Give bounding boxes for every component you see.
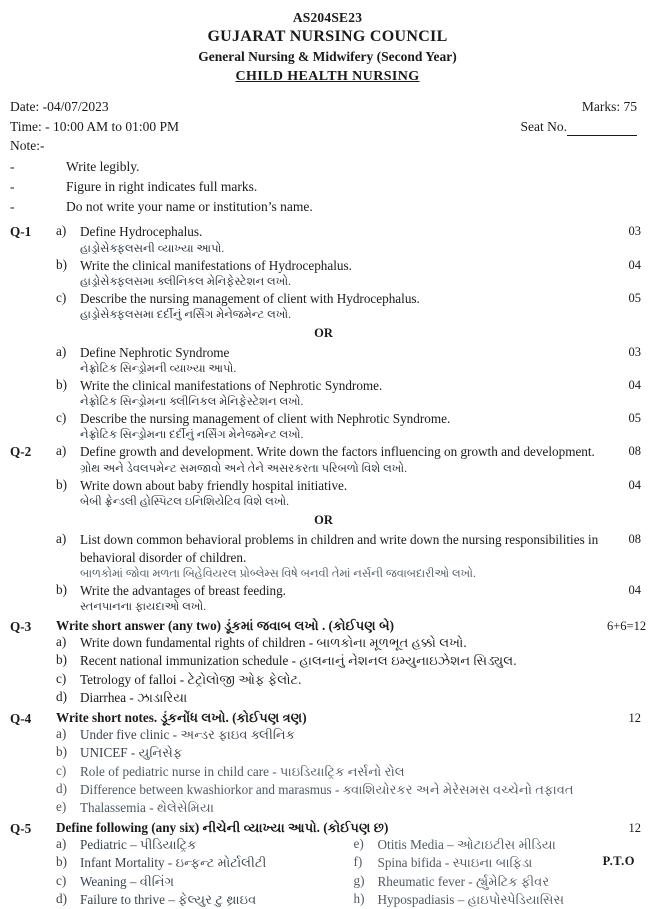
question-label: Q-3 [10,619,32,635]
part-text-en: Write the clinical manifestations of Nephrotic Syndrome. [80,378,383,394]
question-part [56,443,641,476]
questions-section [0,223,655,909]
part-text-en: Role of pediatric nurse in child care - પાઇડિયાટ્રિક નર્સનો રોલ [80,763,405,779]
part-marks: 03 [628,224,641,239]
question-part [354,873,642,891]
part-marks: 08 [628,531,641,546]
part-letter: d) [56,780,67,796]
question-q3 [10,618,647,707]
question-part [56,634,641,652]
part-letter: d) [56,688,67,704]
exam-meta [0,97,655,156]
question-heading-text: Write short answer (any two) ડૂંકમાં જવાબ લખો . (કોઈપણ બે) [56,618,395,634]
part-letter: a) [56,726,67,742]
question-part [56,257,641,290]
question-marks: 12 [628,711,641,726]
instruction-bullet: - [10,199,15,215]
part-marks: 04 [628,378,641,393]
question-part [354,891,642,909]
part-marks: 04 [628,257,641,272]
seat-no-blank [567,123,637,136]
part-text-en: Spina bifida - સ્પાઇના બાફિડા [377,855,533,871]
part-text-gu: બેબી ફ્રેન્ડલી હોસ્પિટલ ઇનિશિયેટિવ વિશે લખો. [80,495,290,508]
part-text-en: Weaning – વીનિંગ [80,873,175,889]
note-label: Note:- [10,138,45,154]
question-part [56,377,641,410]
part-text-gu: હાડ્રોસેક્ફલસમા દર્દીનું નર્સિંગ મેનેજમેન્ટ લખો. [80,308,292,321]
part-letter: c) [56,762,67,778]
question-part [56,799,641,817]
instruction-bullet: - [10,178,15,194]
definitions-left-column [56,836,344,909]
meta-row-note [10,136,637,156]
question-part [56,854,344,872]
question-part [56,891,344,909]
part-marks: 03 [628,344,641,359]
part-text-gu: ગ્રોથ અને ડેવલપમેન્ટ સમજાવો અને તેને અસરકરતા પરિબળો વિશે લખો. [80,462,407,475]
document-header [0,0,655,85]
part-text-en: Under five clinic - અન્ડર ફાઇવ ક્લીનિક [80,727,296,743]
part-text-en: Describe the nursing management of client with Nephrotic Syndrome. [80,411,451,427]
question-part [56,477,641,510]
question-heading-text: Define following (any six) નીચેની વ્યાખ્યા આપો. (કોઈપણ છ) [56,820,389,836]
part-text-gu: નેફ્રોટિક સિન્ડ્રોમના ક્લીનિકલ મેનિફેસ્ટેશન લખો. [80,396,304,409]
definitions-columns [56,836,641,909]
part-content [80,410,607,443]
question-part [354,836,642,854]
question-part [56,671,641,689]
question-body [56,443,641,615]
seat-no-label: Seat No. [520,118,567,134]
council-title: GUJARAT NURSING COUNCIL [207,28,448,45]
part-letter: b) [56,476,67,492]
part-text-en: Write the clinical manifestations of Hydrocephalus. [80,257,352,273]
part-letter: h) [353,890,365,906]
part-text-en: Describe the nursing management of client with Hydrocephalus. [80,290,420,306]
question-q1 [10,223,641,443]
part-text-gu: નેફ્રોટિક સિન્ડ્રોમની વ્યાખ્યા આપો. [80,363,237,376]
question-part [354,854,642,872]
question-label: Q-2 [10,444,32,460]
part-content [80,223,607,256]
question-body [56,820,641,909]
part-content [80,531,607,582]
question-q2 [10,443,641,615]
question-heading-text: Write short notes. ડૂંકનોંધ લખો. (કોઈપણ ત્રણ) [56,710,307,726]
part-letter: c) [56,410,67,426]
instruction-text: Write legibly. [66,158,140,174]
part-text-gu: હાડ્રોસેક્ફલસની વ્યાખ્યા આપો. [80,242,225,255]
instruction-item [10,177,655,197]
question-part [56,652,641,670]
part-letter: a) [56,530,67,546]
paper-code: AS204SE23 [292,10,363,25]
part-letter: f) [353,854,363,870]
part-letter: c) [56,289,67,305]
total-marks: Marks: 75 [581,99,637,114]
question-label: Q-4 [10,711,32,727]
question-part [56,531,641,582]
part-text-en: Write the advantages of breast feeding. [80,583,286,599]
part-content [80,344,607,377]
part-letter: b) [56,377,67,393]
part-letter: c) [56,670,67,686]
course-title: General Nursing & Midwifery (Second Year) [198,49,457,64]
part-letter: a) [56,223,67,239]
part-text-gu: બાળકોમાં જોવા મળતા બિહેવિયરલ પ્રોબ્લેમ્સ વિષે બનવી તેમાં નર્સની જવાબદારીઓ લખો. [80,568,476,581]
part-content [80,377,607,410]
part-text-en: Otitis Media – ઓટાઇટીસ મીડિયા [377,837,556,853]
part-text-en: Difference between kwashiorkor and marasmus - ક્વાશિયોરકર અને મેરેસમસ વચ્ચેનો તફાવત [80,781,574,797]
part-text-en: Write down fundamental rights of children - બાળકોના મૂળભૂત હક્કો લખો. [80,635,467,651]
part-content [80,443,607,476]
part-letter: e) [353,836,364,852]
part-letter: b) [56,256,67,272]
part-text-en: Tetrology of falloi - ટેટ્રોલોજી ઓફ ફેલોટ. [80,671,302,687]
part-letter: b) [56,854,67,870]
seat-no-field [521,117,638,137]
question-label: Q-1 [10,224,32,240]
part-letter: e) [56,798,67,814]
question-part [56,873,344,891]
part-text-en: Infant Mortality - ઇન્ફન્ટ મોર્ટાલીટી [80,855,267,871]
question-part [56,726,641,744]
part-marks: 05 [628,411,641,426]
instruction-text: Figure in right indicates full marks. [66,178,258,194]
part-text-en: List down common behavioral problems in children and write down the nursing responsibilities in behavioral disorder of children. [80,531,599,565]
part-text-en: Define Nephrotic Syndrome [80,344,230,360]
part-letter: d) [56,890,67,906]
part-letter: b) [56,652,67,668]
instruction-item [10,197,655,217]
question-marks: 6+6=12 [607,619,647,634]
page-turn-over: P.T.O [602,854,635,868]
meta-row-date [10,97,637,117]
question-part [56,410,641,443]
exam-time: Time: - 10:00 AM to 01:00 PM [10,118,180,134]
question-body [56,223,641,443]
instruction-list [0,157,655,218]
part-text-en: UNICEF - યુનિસેફ [80,745,183,761]
part-text-en: Write down about baby friendly hospital initiative. [80,477,348,493]
instruction-item [10,157,655,177]
part-content [80,257,607,290]
question-part [56,582,641,615]
question-part [56,781,641,799]
part-letter: b) [56,582,67,598]
or-divider: OR [314,325,333,340]
question-part [56,290,641,323]
instruction-bullet: - [10,158,15,174]
part-content [80,290,607,323]
question-part [56,223,641,256]
question-marks: 12 [628,821,641,836]
instruction-text: Do not write your name or institution’s name. [66,199,313,215]
question-part [56,344,641,377]
part-text-en: Thalassemia - થેલેસેમિયા [80,799,214,815]
subject-title: CHILD HEALTH NURSING [235,69,420,84]
question-heading [56,710,641,726]
question-body [56,710,641,817]
part-marks: 08 [628,444,641,459]
part-text-en: Recent national immunization schedule - હાલનાનું નેશનલ ઇમ્યુનાઇઝેશન સિડ્યુલ. [80,653,517,669]
question-q5 [10,820,641,909]
exam-date: Date: -04/07/2023 [10,99,109,114]
or-divider: OR [314,512,333,527]
part-letter: a) [56,634,67,650]
question-part [56,836,344,854]
question-q4 [10,710,641,817]
question-heading [56,618,647,634]
meta-row-time [10,117,637,137]
part-text-gu: નેફ્રોટિક સિન્ડ્રોમના દર્દીનું નર્સિંગ મેનેજમેન્ટ લખો. [80,429,304,442]
part-marks: 04 [628,477,641,492]
part-marks: 05 [628,290,641,305]
part-letter: c) [56,872,67,888]
question-label: Q-5 [10,821,32,837]
part-letter: a) [56,836,67,852]
question-body [56,618,647,707]
part-letter: g) [353,872,365,888]
part-text-en: Hypospadiasis – હાઇપોસ્પેડિયાસિસ [377,891,565,907]
part-letter: b) [56,744,67,760]
part-text-gu: સ્તનપાનના ફાયદાઓ લખો. [80,601,207,614]
part-text-en: Define Hydrocephalus. [80,224,203,240]
part-text-en: Diarrhea - ઝાડારિયા [80,689,188,705]
definitions-right-column [354,836,642,909]
part-letter: a) [56,343,67,359]
part-text-en: Rheumatic fever - ર્હ્યુમેટિક ફીવર [377,873,550,889]
part-content [80,582,607,615]
part-text-en: Pediatric – પીડિયાટ્રિક [80,837,197,853]
part-letter: a) [56,443,67,459]
part-text-gu: હાડ્રોસેક્ફલસમા ક્લીનિકલ મેનિફેસ્ટેશન લખો. [80,275,291,288]
question-heading [56,820,641,836]
part-marks: 04 [628,583,641,598]
part-content [80,477,607,510]
question-part [56,689,641,707]
part-text-en: Failure to thrive – ફેલ્યુર ટુ થ્રાઇવ [80,891,257,907]
question-part [56,763,641,781]
part-text-en: Define growth and development. Write down the factors influencing on growth and development. [80,444,595,460]
question-part [56,744,641,762]
